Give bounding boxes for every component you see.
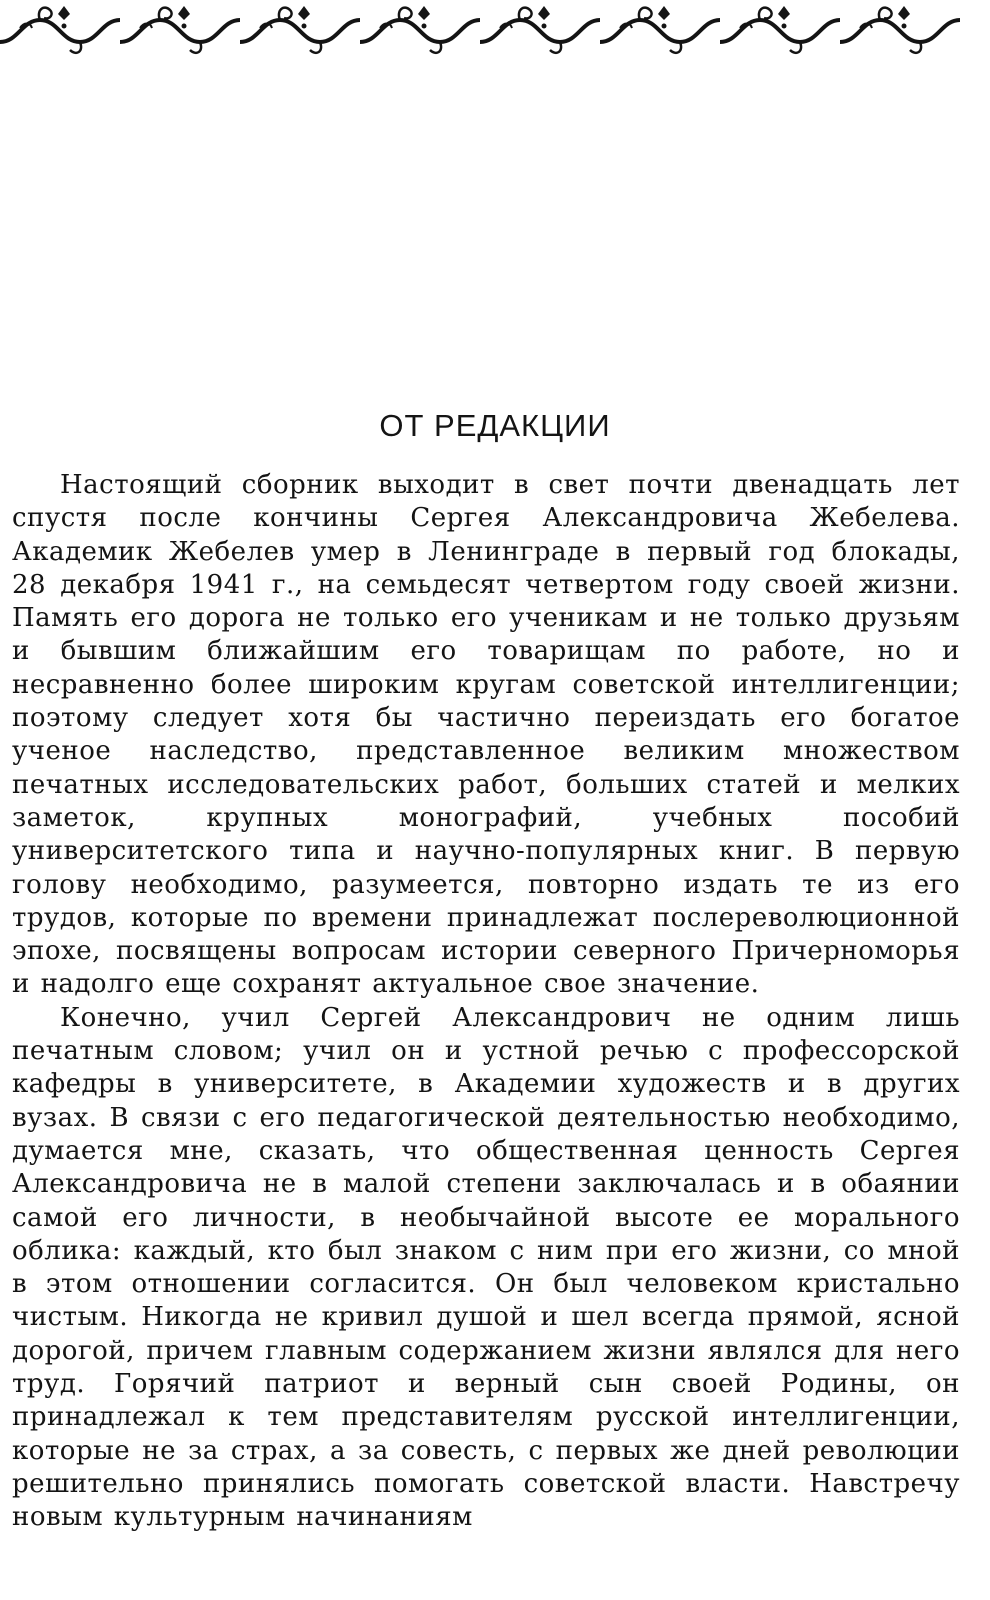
decorative-border-ornament <box>0 0 990 60</box>
paragraph: Настоящий сборник выходит в свет почти двенадцать лет спустя после кончины Сергея Александровича Жебелева. Академик Жебелев умер в Ленинграде в первый год блокады, 28 декабря 1941 г., на семьдесят четвертом году своей жизни. Память его дорога не только его ученикам и не только друзьям и бывшим ближайшим его товарищам по работе, но и несравненно более широким кругам советской интеллигенции; поэтому следует хотя бы частично переиздать его богатое ученое наследство, представленное великим множеством печатных исследовательских работ, больших статей и мелких заметок, крупных монографий, учебных пособий университетского типа и научно-популярных книг. В первую голову необходимо, разумеется, повторно издать те из его трудов, которые по времени принадлежат послереволюционной эпохе, посвящены вопросам истории северного Причерноморья и надолго еще сохранят актуальное свое значение. <box>12 470 960 1000</box>
paragraph: Конечно, учил Сергей Александрович не одним лишь печатным словом; учил он и устной речью с профессорской кафедры в университете, в Академии художеств и в других вузах. В связи с его педагогической деятельностью необходимо, думается мне, сказать, что общественная ценность Сергея Александровича не в малой степени заключалась и в обаянии самой его личности, в необычайной высоте ее морального облика: каждый, кто был знаком с ним при его жизни, со мной в этом отношении согласится. Он был человеком кристально чистым. Никогда не кривил душой и шел всегда прямой, ясной дорогой, причем главным содержанием жизни являлся для него труд. Горячий патриот и верный сын своей Родины, он принадлежал к тем представителям русской интеллигенции, которые не за страх, а за совесть, с первых же дней революции решительно принялись помогать советской власти. Навстречу новым культурным начинаниям <box>12 1002 960 1533</box>
body-text <box>12 469 960 1535</box>
page-title: ОТ РЕДАКЦИИ <box>379 408 611 443</box>
